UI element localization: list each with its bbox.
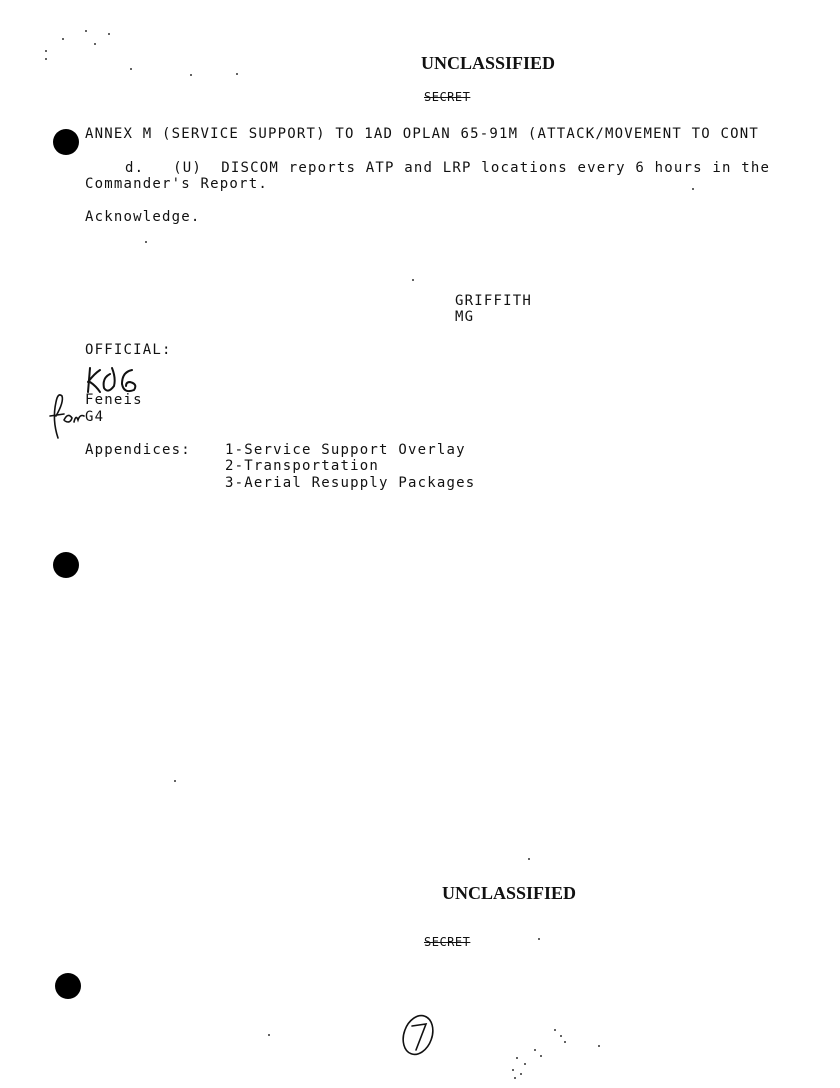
secret-mark-bottom: SECRET bbox=[424, 935, 471, 949]
punch-hole-bottom bbox=[55, 973, 81, 999]
appendix-item-3: 3-Aerial Resupply Packages bbox=[225, 475, 476, 491]
classification-top: UNCLASSIFIED bbox=[421, 53, 556, 73]
scan-speck bbox=[692, 188, 694, 190]
scan-speck bbox=[538, 938, 540, 940]
handwritten-page-mark bbox=[396, 1012, 440, 1058]
acknowledge-line: Acknowledge. bbox=[85, 209, 201, 225]
handwritten-for-mark bbox=[48, 390, 88, 442]
scan-speck bbox=[108, 33, 110, 35]
official-name: Feneis bbox=[85, 392, 143, 408]
punch-hole-top bbox=[53, 129, 79, 155]
secret-mark-top: SECRET bbox=[424, 90, 471, 104]
scan-speck bbox=[62, 38, 64, 40]
scan-speck bbox=[145, 241, 147, 243]
scan-speck bbox=[45, 50, 47, 52]
scan-speck bbox=[268, 1034, 270, 1036]
scan-speck bbox=[174, 780, 176, 782]
signer-rank: MG bbox=[455, 309, 475, 325]
scan-speck bbox=[598, 1045, 600, 1047]
paragraph-d-line1: d. (U) DISCOM reports ATP and LRP locations every 6 hours in the bbox=[125, 160, 771, 176]
punch-hole-middle bbox=[53, 552, 79, 578]
appendices-label: Appendices: bbox=[85, 442, 191, 458]
official-title: G4 bbox=[85, 409, 105, 425]
scan-speck bbox=[528, 858, 530, 860]
official-label: OFFICIAL: bbox=[85, 342, 172, 358]
annex-title: ANNEX M (SERVICE SUPPORT) TO 1AD OPLAN 65-91M (ATTACK/MOVEMENT TO CONT bbox=[85, 126, 760, 142]
scan-speck bbox=[190, 74, 192, 76]
appendix-item-2: 2-Transportation bbox=[225, 458, 380, 474]
scan-noise-cluster bbox=[505, 1022, 575, 1082]
scan-speck bbox=[94, 43, 96, 45]
scan-speck bbox=[85, 30, 87, 32]
scan-speck bbox=[45, 58, 47, 60]
scan-speck bbox=[412, 279, 414, 281]
scan-speck bbox=[130, 68, 132, 70]
scan-speck bbox=[236, 73, 238, 75]
signer-name: GRIFFITH bbox=[455, 293, 533, 309]
appendix-item-1: 1-Service Support Overlay bbox=[225, 442, 466, 458]
classification-bottom: UNCLASSIFIED bbox=[442, 883, 577, 903]
paragraph-d-line2: Commander's Report. bbox=[85, 176, 268, 192]
